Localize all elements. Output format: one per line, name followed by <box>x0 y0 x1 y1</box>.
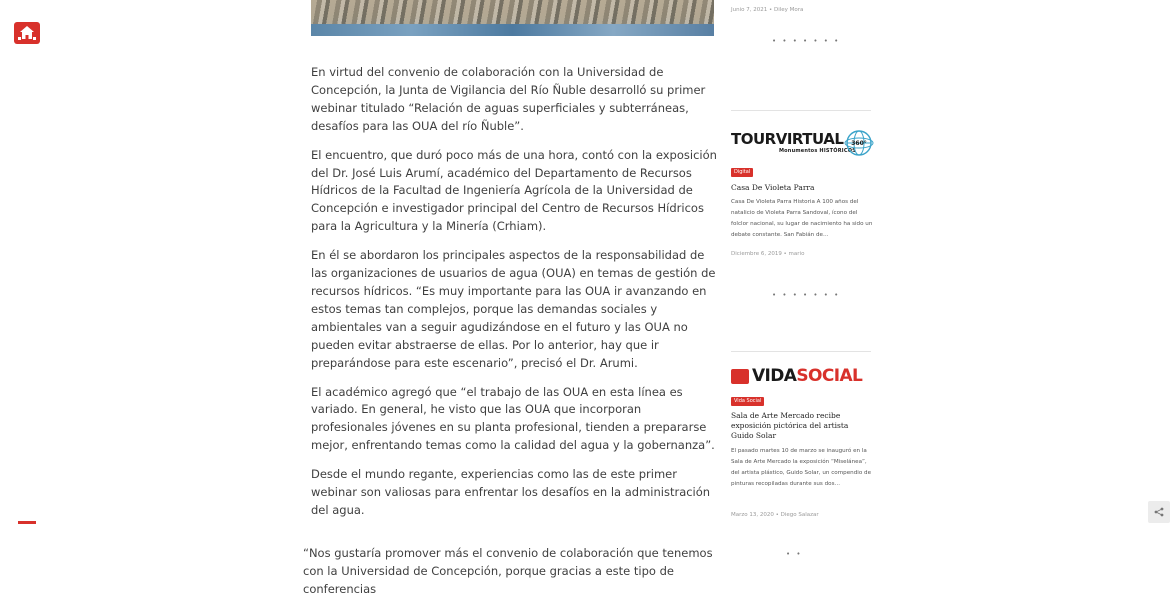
share-button[interactable] <box>1148 501 1170 523</box>
hero-water <box>311 24 714 36</box>
globe-360-icon <box>844 128 874 158</box>
carousel-dots[interactable]: • • <box>786 550 803 558</box>
card-meta: Marzo 13, 2020 • Diego Salazar <box>731 512 819 518</box>
article-hero-image <box>311 0 714 36</box>
article-paragraph: Desde el mundo regante, experiencias como las de este primer webinar son valiosas para enfrentar los desafíos en la administración del agua. <box>311 467 711 517</box>
vida-brand-part2: SOCIAL <box>796 366 863 386</box>
carousel-dots[interactable]: • • • • • • • <box>772 291 841 299</box>
vida-brand-word <box>752 366 862 386</box>
vida-brand-part1: VIDA <box>752 366 797 386</box>
sidebar-divider <box>731 110 871 111</box>
sidebar-divider <box>731 351 871 352</box>
tour-brand-sub: Monumentos HISTÓRICOS <box>779 148 856 154</box>
category-badge[interactable]: Vida Social <box>731 397 764 406</box>
card-excerpt: El pasado martes 10 de marzo se inauguró en la Sala de Arte Mercado la exposición “Miselánea”, del artista plástico, Guido Solar, un compendio de pinturas recopiladas durante sus dos… <box>731 448 872 487</box>
vida-social-logo[interactable] <box>731 366 871 388</box>
category-badge[interactable]: Digital <box>731 168 753 177</box>
vida-mark-icon <box>731 369 749 384</box>
globe-360-label: 360° <box>851 140 867 147</box>
tour-virtual-logo[interactable] <box>731 128 876 160</box>
article-paragraph: El académico agregó que “el trabajo de las OUA en esta línea es variado. En general, he visto que las OUA que incorporan profesionales jóvenes en su planta profesional, tienden a prepararse mejor, enfrentando temas como la calidad del agua y la gobernanza”. <box>311 384 715 453</box>
share-icon <box>1154 507 1164 517</box>
hero-rocks <box>311 0 714 24</box>
carousel-dots[interactable]: • • • • • • • <box>772 37 841 45</box>
sidebar-top-meta: Junio 7, 2021 • Diley Mora <box>731 7 804 13</box>
article-body <box>311 64 717 531</box>
article-paragraph: En virtud del convenio de colaboración con la Universidad de Concepción, la Junta de Vigilancia del Río Ñuble desarrolló su primer webinar titulado “Relación de aguas superficiales y subterráneas, desafíos para las OUA del río Ñuble”. <box>311 65 706 133</box>
card-meta: Diciembre 6, 2019 • mario <box>731 251 805 257</box>
card-excerpt: Casa De Violeta Parra Historia A 100 años del natalicio de Violeta Parra Sandoval, ícono del folclor nacional, su lugar de nacimiento ha sido un debate constante. San Fabián de… <box>731 199 873 238</box>
article-paragraph: El encuentro, que duró poco más de una hora, contó con la exposición del Dr. José Luis Arumí, académico del Departamento de Recursos Hídricos de la Facultad de Ingeniería Agrícola de la Universidad de Concepción e investigador principal del Centro de Recursos Hídricos para la Agricultura y la Minería (Crhiam). <box>311 147 717 234</box>
card-title[interactable]: Casa De Violeta Parra <box>731 183 815 192</box>
article-quote: “Nos gustaría promover más el convenio de colaboración que tenemos con la Universidad de Concepción, porque gracias a este tipo de conferencias <box>303 546 713 596</box>
card-title[interactable]: Sala de Arte Mercado recibe exposición pictórica del artista Guido Solar <box>731 411 849 440</box>
tour-brand-word: TOURVIRTUAL <box>731 130 844 148</box>
article-paragraph: En él se abordaron los principales aspectos de la responsabilidad de las organizaciones de usuarios de agua (OUA) en temas de gestión de recursos hídricos. “Es muy importante para las OUA ir avanzando en estos temas tan complejos, porque las demandas sociales y ambientales van a seguir agudizándose en el futuro y las OUA no pueden evitar abstraerse de ellas. Por lo anterior, hay que ir preparándose para este escenario”, precisó el Dr. Arumi. <box>311 248 716 370</box>
side-accent-line <box>18 521 36 524</box>
home-logo-icon[interactable] <box>14 22 40 44</box>
